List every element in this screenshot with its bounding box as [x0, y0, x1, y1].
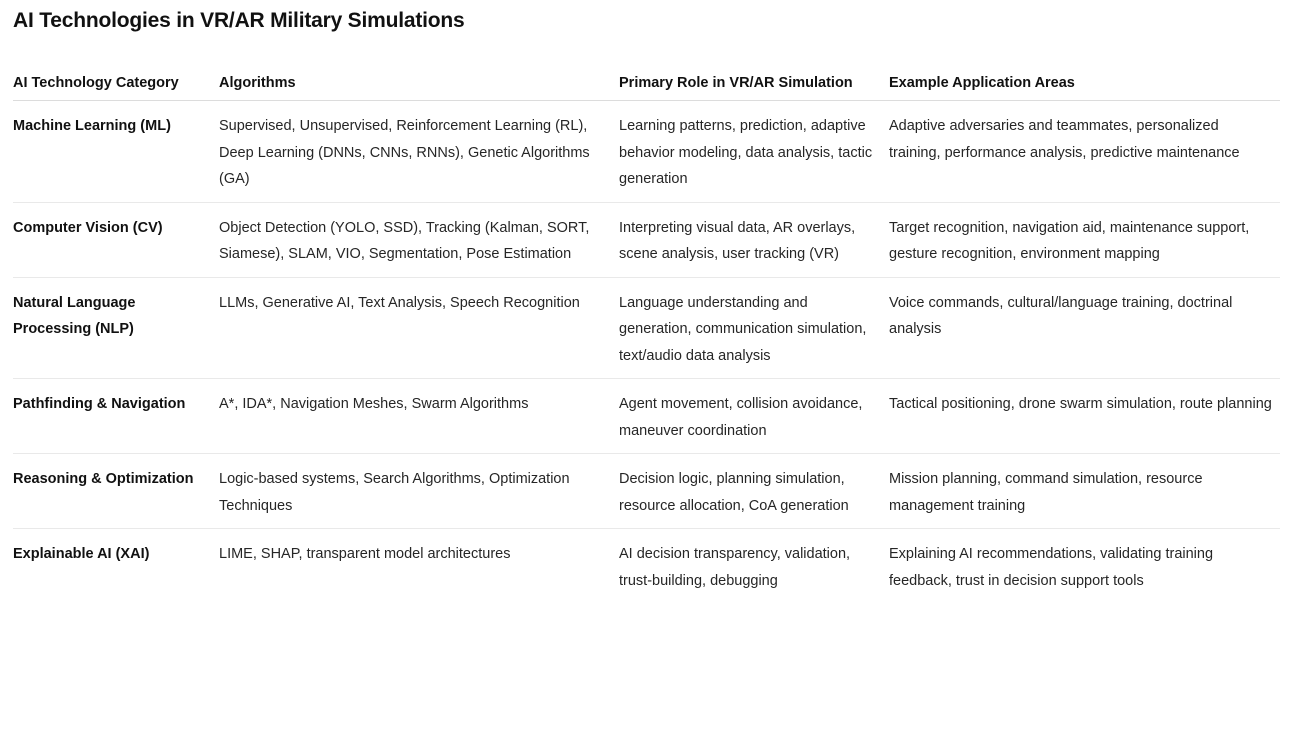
row-category: Natural Language Processing (NLP)	[13, 277, 219, 379]
table-row	[13, 379, 1280, 454]
row-role: Agent movement, collision avoidance, maneuver coordination	[619, 379, 889, 454]
row-applications: Target recognition, navigation aid, maintenance support, gesture recognition, environment mapping	[889, 202, 1280, 277]
row-algorithms: Supervised, Unsupervised, Reinforcement Learning (RL), Deep Learning (DNNs, CNNs, RNNs), Genetic Algorithms (GA)	[219, 101, 619, 203]
row-applications: Adaptive adversaries and teammates, personalized training, performance analysis, predictive maintenance	[889, 101, 1280, 203]
table-body	[13, 101, 1280, 604]
header-application-areas: Example Application Areas	[889, 46, 1280, 101]
document-page	[13, 0, 1280, 603]
page-title: AI Technologies in VR/AR Military Simulations	[13, 9, 465, 32]
header-category: AI Technology Category	[13, 46, 219, 101]
row-algorithms: LIME, SHAP, transparent model architectures	[219, 546, 511, 562]
table-row	[13, 202, 1280, 277]
table-row	[13, 454, 1280, 529]
row-applications: Explaining AI recommendations, validating training feedback, trust in decision support tools	[889, 546, 1214, 589]
table-header	[13, 46, 1280, 101]
row-role: AI decision transparency, validation, trust-building, debugging	[619, 546, 851, 589]
row-applications: Voice commands, cultural/language training, doctrinal analysis	[889, 277, 1280, 379]
row-role: Interpreting visual data, AR overlays, scene analysis, user tracking (VR)	[619, 202, 889, 277]
row-algorithms: A*, IDA*, Navigation Meshes, Swarm Algorithms	[219, 379, 619, 454]
row-category: Reasoning & Optimization	[13, 454, 219, 529]
row-category: Pathfinding & Navigation	[13, 379, 219, 454]
row-applications: Tactical positioning, drone swarm simulation, route planning	[889, 379, 1280, 454]
row-role: Decision logic, planning simulation, resource allocation, CoA generation	[619, 454, 889, 529]
row-role: Learning patterns, prediction, adaptive behavior modeling, data analysis, tactic generation	[619, 101, 889, 203]
header-primary-role: Primary Role in VR/AR Simulation	[619, 46, 889, 101]
table-row	[13, 529, 1280, 604]
row-algorithms: LLMs, Generative AI, Text Analysis, Speech Recognition	[219, 277, 619, 379]
table-row	[13, 277, 1280, 379]
row-category: Explainable AI (XAI)	[13, 546, 150, 562]
header-row	[13, 46, 1280, 101]
header-algorithms: Algorithms	[219, 46, 619, 101]
row-role: Language understanding and generation, communication simulation, text/audio data analysis	[619, 277, 889, 379]
row-category: Machine Learning (ML)	[13, 101, 219, 203]
table-row	[13, 101, 1280, 203]
row-algorithms: Object Detection (YOLO, SSD), Tracking (Kalman, SORT, Siamese), SLAM, VIO, Segmentation, Pose Estimation	[219, 202, 619, 277]
row-applications: Mission planning, command simulation, resource management training	[889, 454, 1280, 529]
row-category: Computer Vision (CV)	[13, 202, 219, 277]
row-algorithms: Logic-based systems, Search Algorithms, Optimization Techniques	[219, 454, 619, 529]
ai-technologies-table	[13, 46, 1280, 603]
